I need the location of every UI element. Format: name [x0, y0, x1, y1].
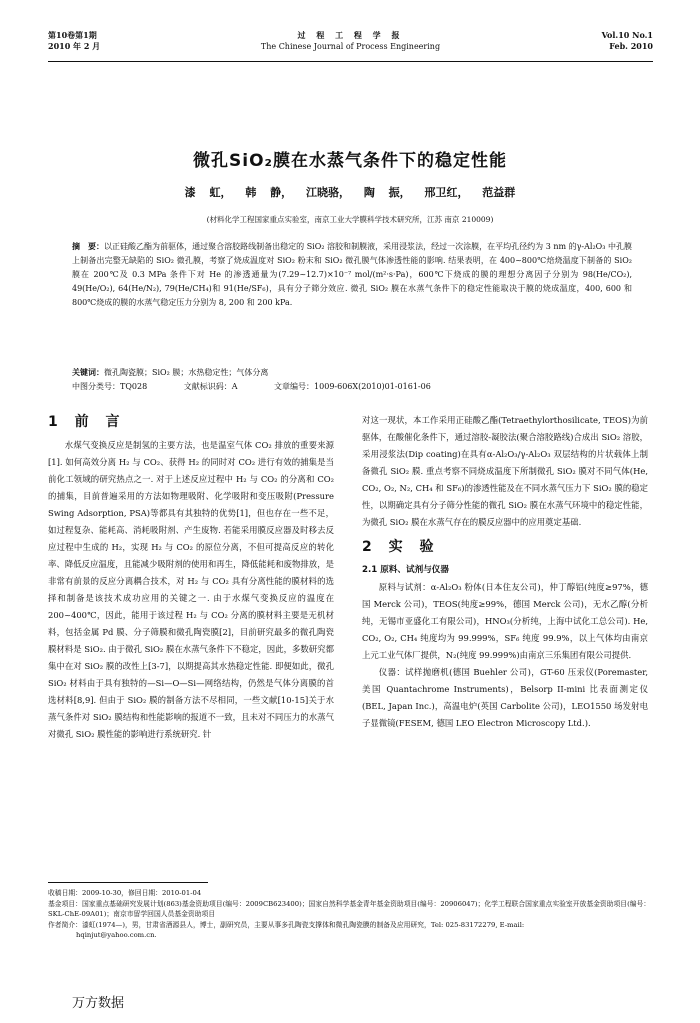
received-date: 收稿日期：2009-10-30，修回日期：2010-01-04 [48, 889, 202, 897]
section-heading-intro: 1 前 言 [48, 414, 126, 430]
paper-title: 微孔SiO₂膜在水蒸气条件下的稳定性能 [193, 151, 507, 171]
abstract-label: 摘 要： [72, 242, 105, 251]
intro-paragraph: 水煤气变换反应是制氢的主要方法，也是温室气体 CO₂ 排放的重要来源[1]. 如何高效分离 H₂ 与 CO₂、获得 H₂ 的同时对 CO₂ 进行有效的捕集是当前化工领域的研究热点之一. 对于上述反应过程中 H₂ 与 CO₂ 的分离和 CO₂ 的捕集，目前普遍采用的方法如物理吸附、化学吸附和变压吸附(Pressure Swing Adsorption, PSA)等都具有其独特的优势[1]，但也存在一些不足，如过程复杂、能耗高、消耗吸附剂、产生废物. 若能采用膜反应器及时移去反应过程中生成的 H₂，实现 H₂ 与 CO₂ 的原位分离，不但可提高反应的转化率、降低反应温度，且能减少吸附剂的使用和再生，降低能耗和废物排放，是非常有前景的反应分离耦合技术，对 H₂ 与 CO₂ 具有分离性能的膜材料的选择和制备是该技术成功应用的关键之一. 由于水煤气变换反应的温度在 200~400℃，因此，能用于该过程 H₂ 与 CO₂ 分离的膜材料主要是无机材料，包括金属 Pd 膜、分子筛膜和微孔陶瓷膜[2]，目前研究最多的微孔陶瓷膜材料是 SiO₂. 由于微孔 SiO₂ 膜在水蒸气条件下不稳定，因此，多数研究都集中在对 SiO₂ 膜的改性上[3-7]，以期提高其水热稳定性能. 即便如此，微孔 SiO₂ 材料由于具有独特的—Si—O—Si—网络结构，仍然是气体分离膜的首选材料[8,9]. 但由于 SiO₂ 膜的制备方法不尽相同，一些文献[10-15]关于水蒸气条件对 SiO₂ 膜结构和性能影响的报道不一致，且未对不同压力的水蒸气对微孔 SiO₂ 膜性能的影响进行系统研究. 针 [48, 440, 334, 739]
document-code: 文献标识码：A [183, 382, 238, 391]
keywords-label: 关键词： [72, 368, 104, 377]
author-email: hqinjut@yahoo.com.cn. [76, 931, 157, 939]
footnote [48, 888, 653, 941]
subsection-heading-materials: 2.1 原料、试剂与仪器 [362, 565, 449, 575]
keywords [72, 366, 632, 379]
header-rule [48, 61, 653, 62]
header-volume: Vol.10 No.1 Feb. 2010 [601, 30, 653, 51]
instruments-paragraph: 仪器：试样抛磨机(德国 Buehler 公司)，GT-60 压汞仪(Poremaster, 美国 Quantachrome Instruments)，Belsorp II-mini 比表面测定仪(BEL, Japan Inc.)，高温电炉(英国 Carbolite 公司)，LEO1550 场发射电子显微镜(FESEM, 德国 LEO Electron Microscopy Ltd.). [362, 667, 648, 728]
article-number: 文章编号：1009-606X(2010)01-0161-06 [274, 382, 431, 391]
author-list: 漆 虹， 韩 静， 江晓骆， 陶 振， 邢卫红， 范益群 [184, 186, 516, 199]
affiliation: (材料化学工程国家重点实验室，南京工业大学膜科学技术研究所，江苏 南京 210009) [206, 215, 494, 224]
abstract [72, 240, 632, 310]
section-heading-experiment: 2 实 验 [362, 539, 440, 555]
running-header [48, 30, 653, 60]
materials-paragraph: 原料与试剂：α-Al₂O₃ 粉体(日本住友公司)，仲丁醇铝(纯度≥97%，德国 Merck 公司)，TEOS(纯度≥99%，德国 Merck 公司)，无水乙醇(分析纯，无锡市亚盛化工有限公司)，HNO₃(分析纯，上海中试化工总公司). He, CO₂, O₂, CH₄ 纯度均为 99.999%，SF₆ 纯度 99.9%，以上气体均由南京上元工业气体厂提供，N₂(纯度 99.999%)由南京三乐集团有限公司提供. [362, 582, 648, 660]
header-journal: 过 程 工 程 学 报 The Chinese Journal of Process Engineering [260, 30, 441, 51]
header-issue: 第10卷第1期 2010 年 2 月 [48, 30, 101, 51]
author-bio: 作者简介：漆虹(1974—)，男，甘肃省酒源县人，博士，副研究员，主要从事多孔陶瓷支撑体和微孔陶瓷膜的制备及应用研究，Tel: 025-83172279, E-mail: [48, 920, 525, 929]
right-column [362, 412, 648, 732]
clc-number: 中图分类号：TQ028 [72, 382, 148, 391]
keywords-text: 微孔陶瓷膜；SiO₂ 膜；水热稳定性；气体分离 [104, 368, 269, 377]
watermark-text: 万方数据 [72, 996, 125, 1011]
abstract-text: 以正硅酸乙酯为前驱体，通过聚合溶胶路线制备出稳定的 SiO₂ 溶胶和制膜液，采用浸浆法，经过一次涂膜，在平均孔径约为 3 nm 的γ-Al₂O₃ 中孔膜上制备出完整无缺陷的 SiO₂ 微孔膜，考察了烧成温度对 SiO₂ 粉末和 SiO₂ 微孔膜气体渗透性能的影响. 结果表明，在 400~800℃焙烧温度下制备的 SiO₂ 膜在 200℃及 0.3 MPa 条件下对 He 的渗透通量为(7.29~12.7)×10⁻⁷ mol/(m²·s·Pa)，600℃下烧成的膜的理想分离因子分别为 98(He/CO₂), 49(He/O₂), 64(He/N₂), 79(He/CH₄)和 91(He/SF₆)，具有分子筛分效应. 微孔 SiO₂ 膜在水蒸气条件下的稳定性能取决于膜的烧成温度，400, 600 和 800℃烧成的膜的水蒸气稳定压力分别为 8, 200 和 200 kPa. [72, 242, 633, 307]
footnote-rule [48, 882, 208, 883]
intro-paragraph-continued: 对这一现状，本工作采用正硅酸乙酯(Tetraethylorthosilicate, TEOS)为前驱体，在酸催化条件下，通过溶胶-凝胶法(聚合溶胶路线)合成出 SiO₂ 溶胶，采用浸浆法(Dip coating)在具有α-Al₂O₃/γ-Al₂O₃ 双层结构的片状载体上制备微孔 SiO₂ 膜. 重点考察不同烧成温度下所制微孔 SiO₂ 膜对不同气体(He, CO₂, O₂, N₂, CH₄ 和 SF₆)的渗透性能及在不同水蒸气压力下 SiO₂ 膜的稳定性，以期确定具有分子筛分性能的微孔 SiO₂ 膜在水蒸气环境中的稳定性能，为微孔 SiO₂ 膜在水蒸气存在的膜反应器中的应用奠定基础. [362, 415, 648, 527]
classification-line [72, 380, 632, 393]
left-column [48, 412, 334, 743]
funding-note: 基金项目：国家重点基础研究发展计划(863)基金资助项目(编号：2009CB623400)；国家自然科学基金青年基金资助项目(编号：20906047)；化学工程联合国家重点实验室开放基金资助项目(编号：SKL-ChE-09A01)；南京市留学回国人员基金资助项目 [48, 899, 651, 918]
